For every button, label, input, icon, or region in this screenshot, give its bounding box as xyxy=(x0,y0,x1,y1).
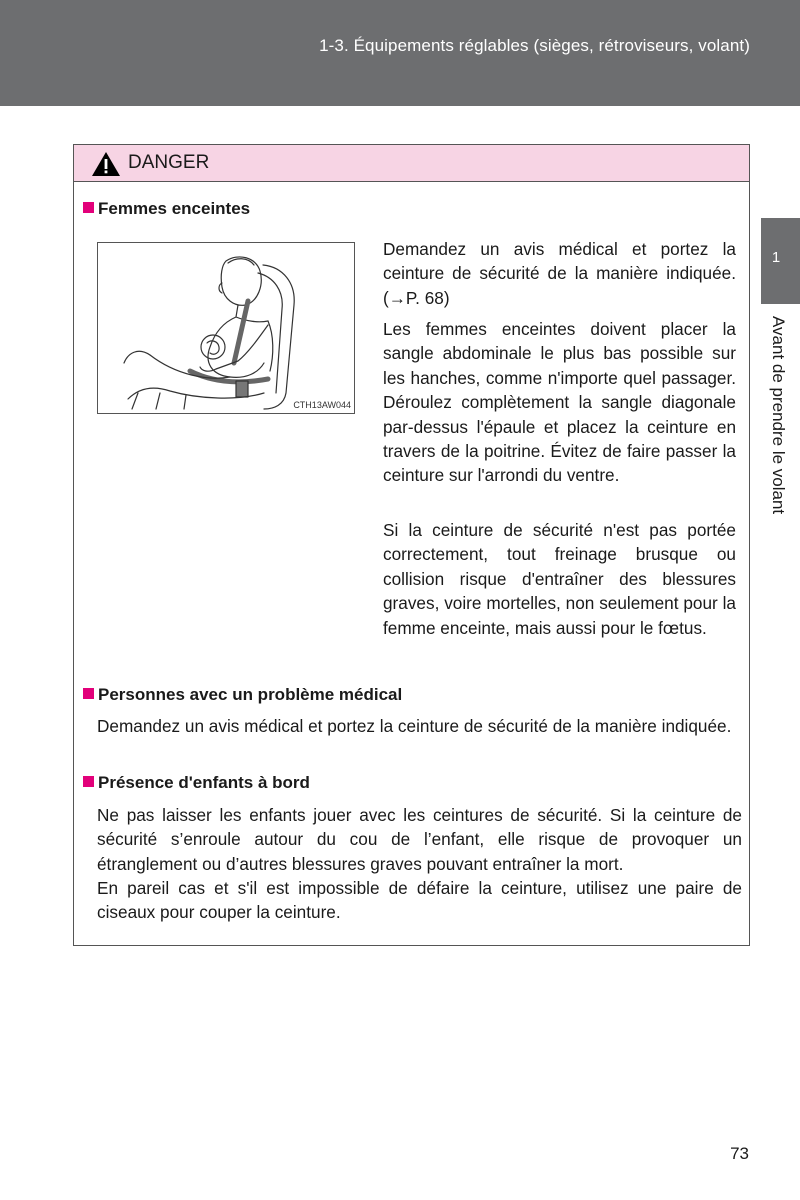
square-bullet-icon xyxy=(83,202,94,213)
medical-paragraph-1: Demandez un avis médical et portez la ceinture de sécurité de la manière indiquée. xyxy=(97,716,732,736)
section-title: 1-3. Équipements réglables (sièges, rétroviseurs, volant) xyxy=(319,36,750,55)
children-paragraph-2: En pareil cas et s'il est impossible de défaire la ceinture, utilisez une paire de ciseaux pour couper la ceinture. xyxy=(97,878,742,923)
section-heading-children xyxy=(83,773,310,793)
danger-title: DANGER xyxy=(128,152,210,173)
section-heading-text: Femmes enceintes xyxy=(98,199,251,218)
pregnant-paragraph-3: Si la ceinture de sécurité n'est pas portée correctement, tout freinage brusque ou collision risque d'entraîner des blessures graves, voire mortelles, non seulement pour la femme enceinte, mais aussi pour le fœtus. xyxy=(383,520,736,638)
chapter-label: Avant de prendre le volant xyxy=(769,316,788,515)
seatbelt-illustration-drawing xyxy=(98,243,355,414)
danger-box xyxy=(73,144,750,946)
chapter-tab xyxy=(761,218,800,304)
pregnant-seatbelt-illustration xyxy=(97,242,355,414)
square-bullet-icon xyxy=(83,776,94,787)
children-paragraph-1: Ne pas laisser les enfants jouer avec les ceintures de sécurité. Si la ceinture de sécurité s’enroule autour du cou de l’enfant, elle risque de provoquer un étranglement ou d’autres blessures graves pouvant entraîner la mort. xyxy=(97,805,742,874)
warning-triangle-icon xyxy=(91,151,121,177)
section-heading-medical xyxy=(83,685,402,705)
figure-code: CTH13AW044 xyxy=(293,400,351,410)
page-number: 73 xyxy=(730,1144,749,1163)
danger-header xyxy=(74,145,749,182)
section-heading-text: Présence d'enfants à bord xyxy=(98,773,310,792)
section-heading-text: Personnes avec un problème médical xyxy=(98,685,403,704)
chapter-number: 1 xyxy=(771,249,781,266)
square-bullet-icon xyxy=(83,688,94,699)
pregnant-paragraph-1: Demandez un avis médical et portez la ceinture de sécurité de la manière indiquée. (→P. 68) xyxy=(383,239,736,308)
header-band xyxy=(0,0,800,106)
pregnant-paragraph-2: Les femmes enceintes doivent placer la sangle abdominale le plus bas possible sur les hanches, comme n'importe quel passager. Déroulez complètement la sangle diagonale par-dessus l'épaule et placez la ceinture en travers de la poitrine. Évitez de faire passer la ceinture sur l'arrondi du ventre. xyxy=(383,319,736,486)
section-heading-pregnant xyxy=(83,199,250,219)
